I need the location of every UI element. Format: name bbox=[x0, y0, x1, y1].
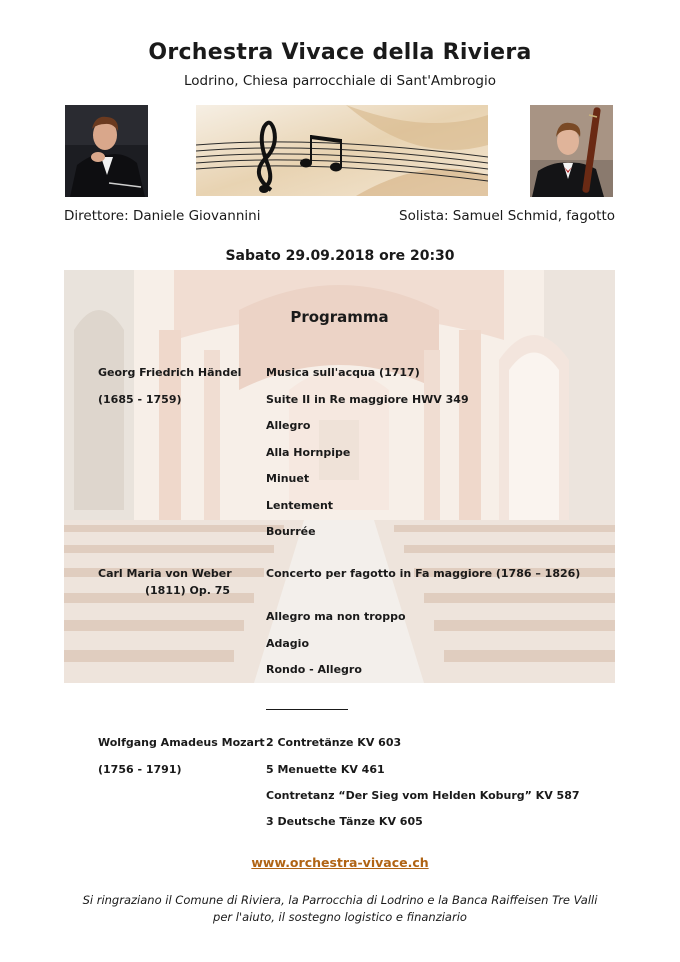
concert-date-time: Sabato 29.09.2018 ore 20:30 bbox=[225, 248, 455, 264]
mozart-work: 3 Deutsche Tänze KV 605 bbox=[266, 815, 423, 828]
weber-composer: Carl Maria von Weber bbox=[98, 567, 232, 580]
weber-work: Concerto per fagotto in Fa maggiore (1786 – 1826) bbox=[266, 567, 581, 580]
handel-composer: Georg Friedrich Händel bbox=[98, 366, 242, 379]
page-title: Orchestra Vivace della Riviera bbox=[148, 40, 532, 65]
movement: Allegro bbox=[266, 419, 311, 432]
mozart-work: 5 Menuette KV 461 bbox=[266, 763, 385, 776]
movement: Bourrée bbox=[266, 525, 316, 538]
music-notes-banner bbox=[196, 105, 488, 196]
mozart-composer: Wolfgang Amadeus Mozart bbox=[98, 736, 265, 749]
mozart-years: (1756 - 1791) bbox=[98, 763, 182, 776]
movement: Alla Hornpipe bbox=[266, 446, 351, 459]
soloist-photo bbox=[530, 105, 613, 197]
thanks-line-2: per l'aiuto, il sostegno logistico e finanziario bbox=[213, 910, 467, 924]
soloist-credit: Solista: Samuel Schmid, fagotto bbox=[399, 208, 615, 224]
handel-suite: Suite II in Re maggiore HWV 349 bbox=[266, 393, 469, 406]
conductor-photo bbox=[65, 105, 148, 197]
movement: Adagio bbox=[266, 637, 310, 650]
conductor-credit: Direttore: Daniele Giovannini bbox=[64, 208, 261, 224]
weber-detail: (1811) Op. 75 bbox=[145, 584, 231, 597]
section-divider bbox=[266, 709, 348, 710]
program-heading: Programma bbox=[290, 308, 389, 326]
mozart-work: 2 Contretänze KV 603 bbox=[266, 736, 402, 749]
venue-subtitle: Lodrino, Chiesa parrocchiale di Sant'Ambrogio bbox=[184, 73, 496, 89]
handel-work: Musica sull'acqua (1717) bbox=[266, 366, 420, 379]
movement: Lentement bbox=[266, 499, 334, 512]
movement: Minuet bbox=[266, 472, 310, 485]
thanks-line-1: Si ringraziano il Comune di Riviera, la Parrocchia di Lodrino e la Banca Raiffeisen Tre Valli bbox=[82, 893, 598, 907]
movement: Allegro ma non troppo bbox=[266, 610, 406, 623]
movement: Rondo - Allegro bbox=[266, 663, 362, 676]
acknowledgements bbox=[0, 892, 680, 926]
website-link[interactable]: www.orchestra-vivace.ch bbox=[251, 855, 429, 870]
mozart-work: Contretanz “Der Sieg vom Helden Koburg” KV 587 bbox=[266, 789, 580, 802]
handel-years: (1685 - 1759) bbox=[98, 393, 182, 406]
